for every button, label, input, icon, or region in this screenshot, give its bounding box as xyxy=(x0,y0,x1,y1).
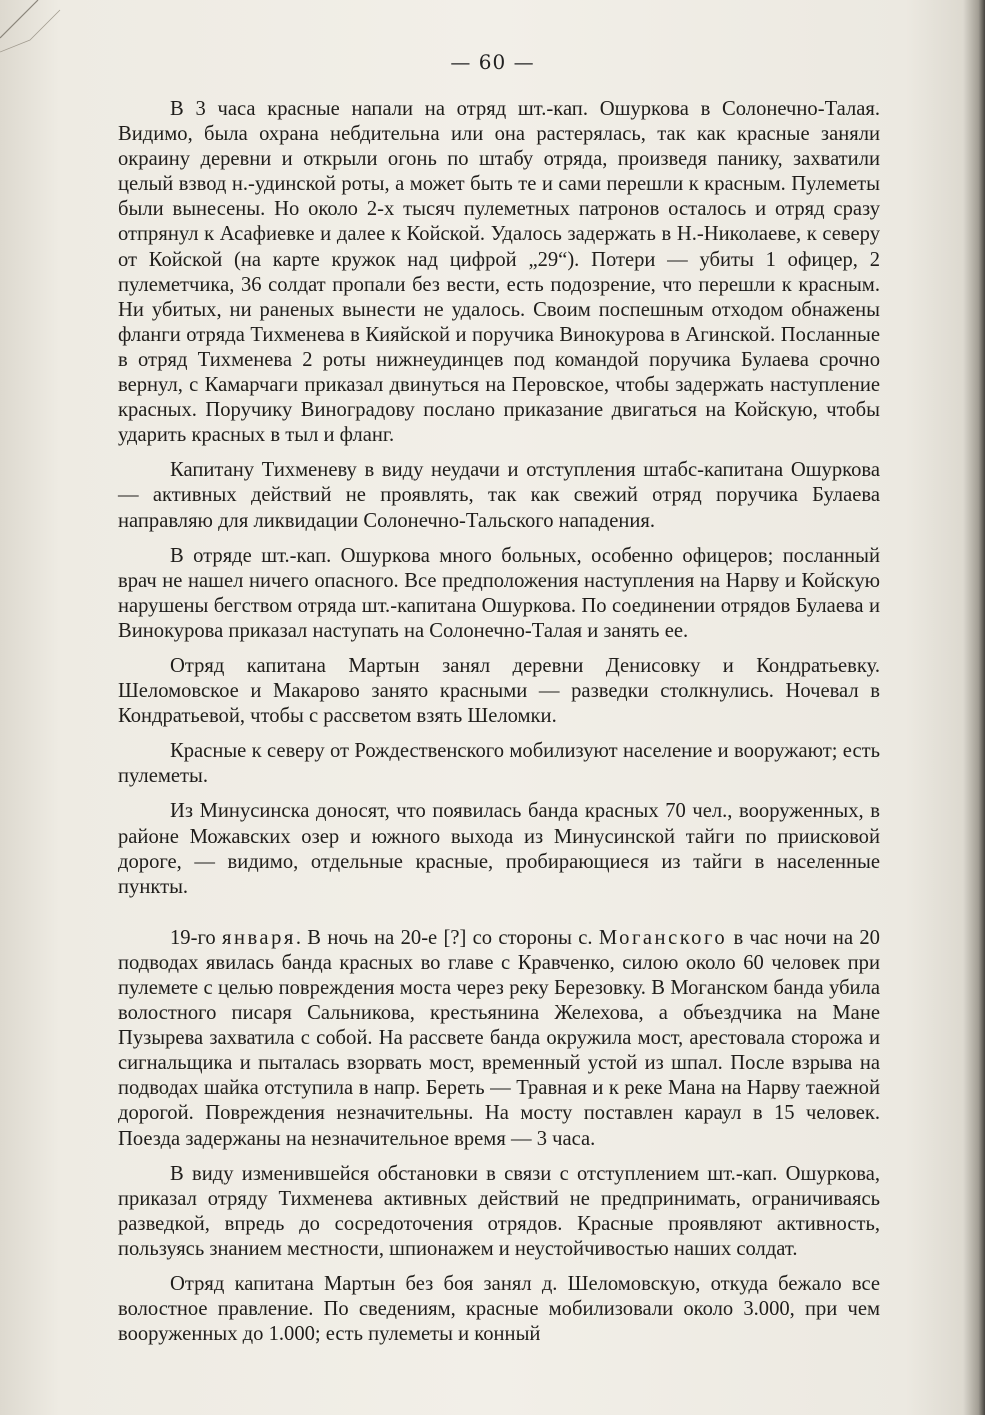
paragraph: Отряд капитана Мартын занял деревни Денисовку и Кондратьевку. Шеломовское и Макарово занято красными — разведки столкнулись. Ночевал в Кондратьевой, чтобы с рассветом взять Шеломки. xyxy=(118,654,880,728)
paragraph: Красные к северу от Рождественского мобилизуют население и вооружают; есть пулеметы. xyxy=(118,740,880,788)
entry-text-2: в час ночи на 20 подводах явилась банда красных во главе с Кравченко, силою около 60 человек при пулемете с целью повреждения моста через реку Березовку. В Моганском банда убила волостного писаря Сальникова, крестьянина Желехова, а объездчика на Мане Пузырева захватила с собой. На рассвете банда окружила мост, арестовала сторожа и сигнальщика и пыталась взорвать мост, временный устой из шпал. После взрыва на подводах шайка отступила в напр. Береть — Травная и к реке Мана на Нарву таежной дорогой. Повреждения незначительны. На мосту поставлен караул в 15 человек. Поезда задержаны на незначительное время — 3 часа. xyxy=(118,926,880,1150)
page-number: — 60 — xyxy=(450,50,535,74)
paragraph: В 3 часа красные напали на отряд шт.-кап. Ошуркова в Солонечно-Талая. Видимо, была охрана небдительна или она растерялась, так как красные заняли окраину деревни и открыли огонь по штабу отряда, произведя панику, захватили целый взвод н.-удинской роты, а может быть те и сами перешли к красным. Пулеметы были вынесены. Но около 2-х тысяч пулеметных патронов осталось и отряд сразу отпрянул к Асафиевке и далее к Койской. Удалось задержать в Н.-Николаеве, к северу от Койской (на карте кружок над цифрой „29“). Потери — убиты 1 офицер, 2 пулеметчика, 36 солдат пропали без вести, есть подозрение, что перешли к красным. Ни убитых, ни раненых вынести не удалось. Своим поспешным отходом обнажены фланги отряда Тихменева в Кияйской и поручика Винокурова в Агинской. Посланные в отряд Тихменева 2 роты нижнеудинцев под командой поручика Булаева срочно вернул, с Камарчаги приказал двинуться на Перовское, чтобы задержать наступление красных. Поручику Виноградову послано приказание двигаться на Койскую, чтобы ударить красных в тыл и фланг. xyxy=(118,98,880,447)
body-text xyxy=(118,97,880,1357)
dated-entry-paragraph xyxy=(118,926,880,1152)
entry-text-1: . В ночь на 20-е [?] со стороны с. xyxy=(295,926,599,949)
paragraph: Из Минусинска доносят, что появилась банда красных 70 чел., вооруженных, в районе Можавских озер и южного выхода из Минусинской тайги по приисковой дороге, — видимо, отдельные красные, пробирающиеся из тайги в населенные пункты. xyxy=(118,800,880,898)
entry-date-month: января xyxy=(221,926,296,949)
entry-date-prefix: 19-го xyxy=(170,926,222,949)
paragraph: В виду изменившейся обстановки в связи с отступлением шт.-кап. Ошуркова, приказал отряду Тихменева активных действий не предпринимать, ограничиваясь разведкой, впредь до сосредоточения отрядов. Красные проявляют активность, пользуясь знанием местности, шпионажем и неустойчивостью наших солдат. xyxy=(118,1162,880,1260)
entry-place: Моганского xyxy=(598,926,728,949)
page-edge-shadow xyxy=(963,0,985,1415)
paragraph: Капитану Тихменеву в виду неудачи и отступления штабс-капитана Ошуркова — активных действий не проявлять, так как свежий отряд поручика Булаева направляю для ликвидации Солонечно-Тальского нападения. xyxy=(118,459,880,532)
paragraph: Отряд капитана Мартын без боя занял д. Шеломовскую, откуда бежало все волостное правление. По сведениям, красные мобилизовали около 3.000, при чем вооруженных до 1.000; есть пулеметы и конный xyxy=(118,1273,880,1346)
paragraph: В отряде шт.-кап. Ошуркова много больных, особенно офицеров; посланный врач не нашел ничего опасного. Все предположения наступления на Нарву и Койскую нарушены бегством отряда шт.-капитана Ошуркова. По соединении отрядов Булаева и Винокурова приказал наступать на Солонечно-Талая и занять ее. xyxy=(118,544,880,642)
